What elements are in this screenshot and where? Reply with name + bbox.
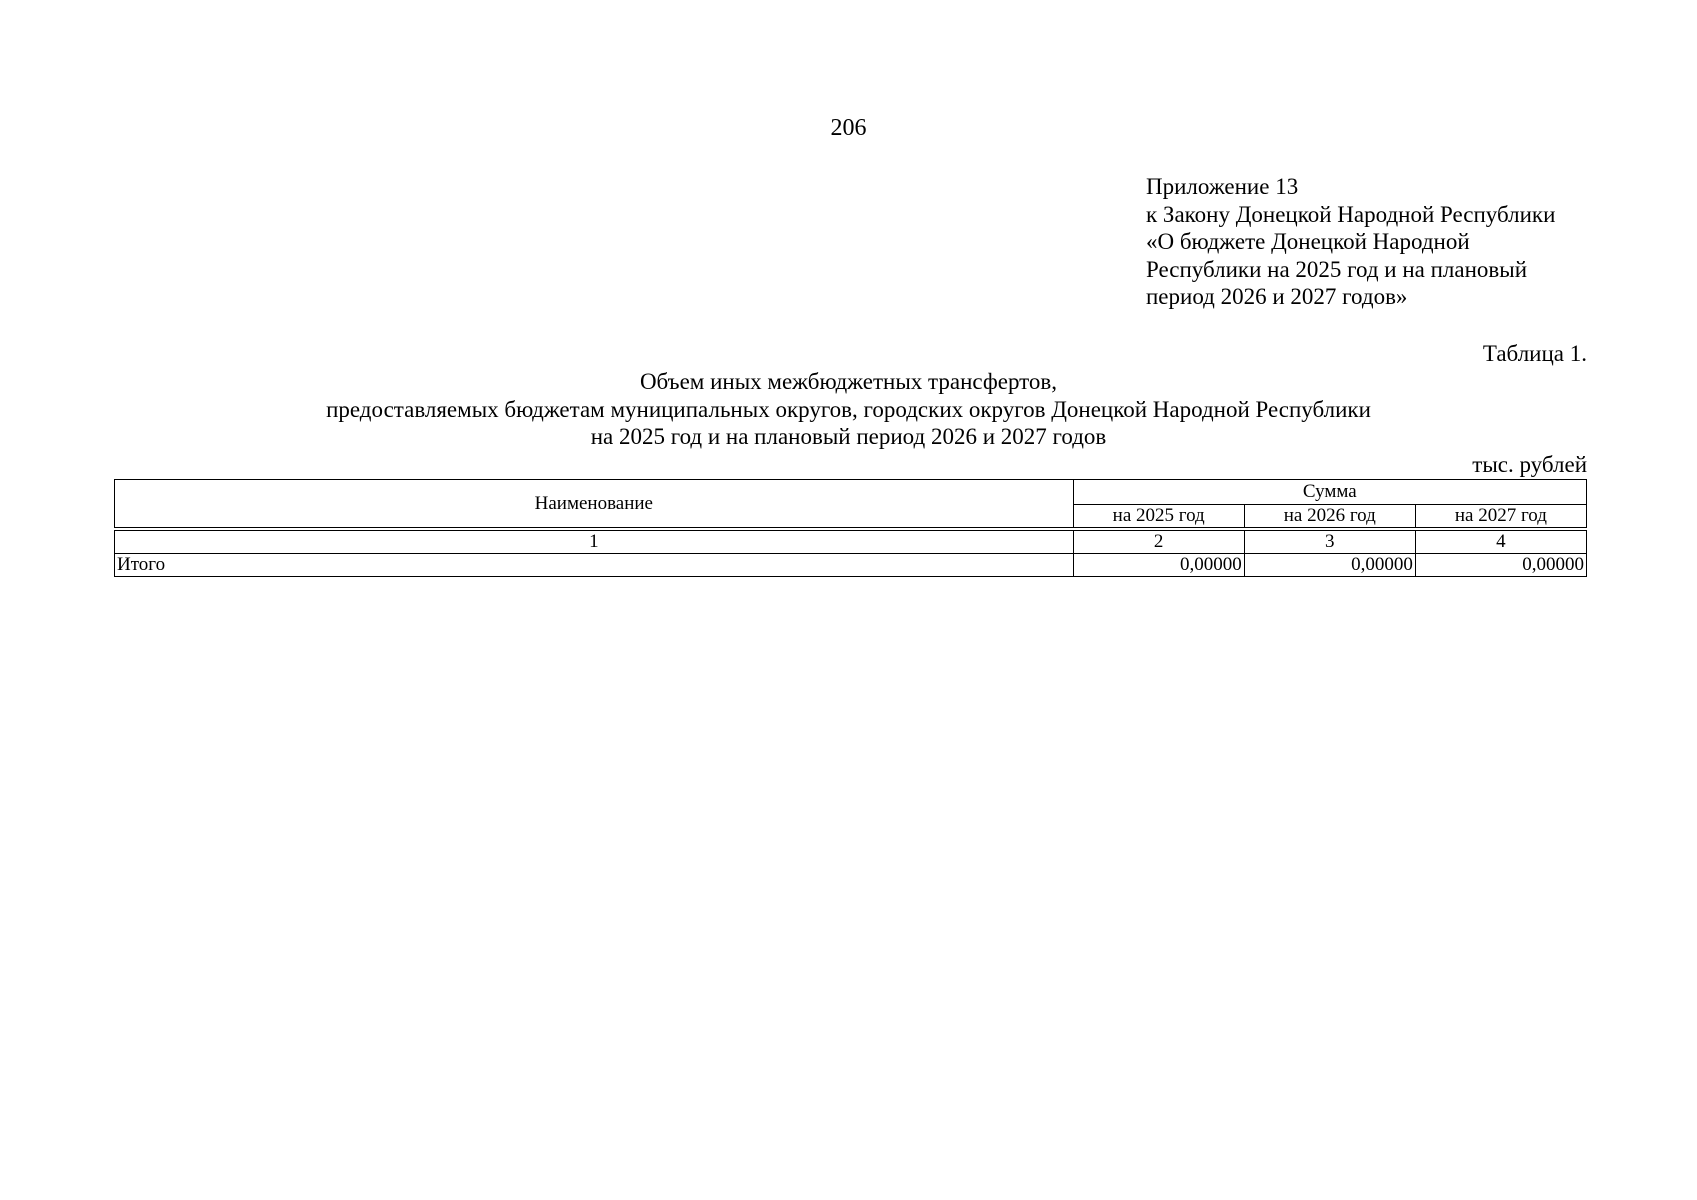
row-value-2025: 0,00000: [1073, 554, 1244, 577]
page-number: 206: [830, 115, 867, 141]
row-value-2026: 0,00000: [1244, 554, 1415, 577]
header-year-2026: на 2026 год: [1244, 505, 1415, 530]
table-row: [115, 554, 1587, 577]
appendix-line: Республики на 2025 год и на плановый: [1146, 256, 1528, 282]
transfers-table: [114, 479, 1587, 577]
appendix-line: Приложение 13: [1146, 174, 1299, 199]
column-number: 4: [1415, 529, 1586, 554]
column-number: 2: [1073, 529, 1244, 554]
appendix-line: «О бюджете Донецкой Народной: [1146, 229, 1470, 254]
title-line: Объем иных межбюджетных трансфертов,: [639, 369, 1058, 394]
header-row: [115, 480, 1587, 505]
column-number: 3: [1244, 529, 1415, 554]
header-sum: Сумма: [1073, 480, 1586, 505]
document-title: [0, 368, 1697, 451]
header-year-2027: на 2027 год: [1415, 505, 1586, 530]
appendix-line: период 2026 и 2027 годов»: [1146, 284, 1408, 309]
header-year-2025: на 2025 год: [1073, 505, 1244, 530]
column-number-row: [115, 529, 1587, 554]
title-line: на 2025 год и на плановый период 2026 и 2027 годов: [590, 424, 1107, 449]
table-label: Таблица 1.: [1482, 341, 1587, 366]
units-label: тыс. рублей: [1472, 452, 1587, 477]
row-value-2027: 0,00000: [1415, 554, 1586, 577]
appendix-line: к Закону Донецкой Народной Республики: [1146, 201, 1556, 227]
row-name: Итого: [115, 554, 1074, 577]
appendix-reference: [1146, 173, 1616, 311]
header-name: Наименование: [115, 480, 1074, 530]
column-number: 1: [115, 529, 1074, 554]
title-line: предоставляемых бюджетам муниципальных округов, городских округов Донецкой Народной Республики: [326, 396, 1371, 422]
